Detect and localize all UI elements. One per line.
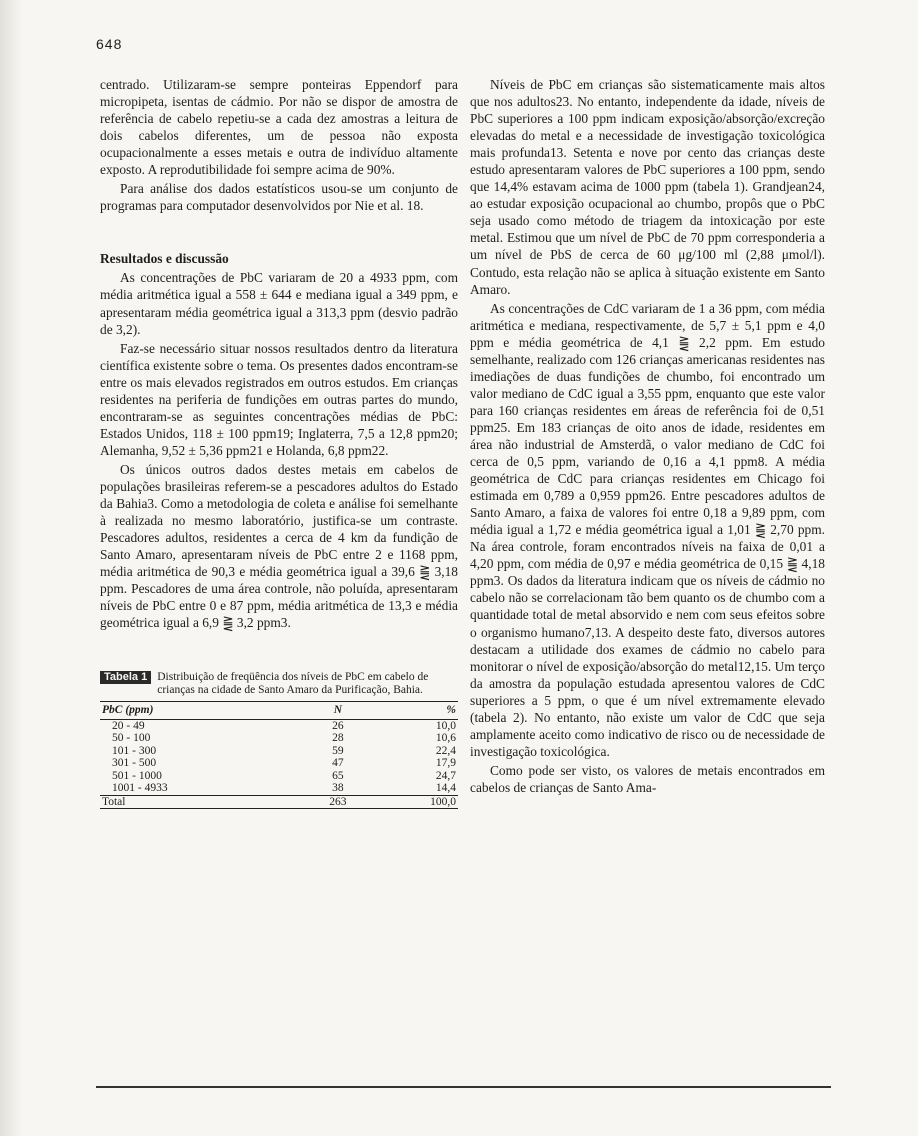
header-pbc: PbC (ppm) xyxy=(100,702,306,720)
cell-range: 1001 - 4933 xyxy=(112,782,168,795)
cell-range: 50 - 100 xyxy=(112,732,151,745)
cell-n: 47 xyxy=(332,757,344,770)
cell-n: 26 xyxy=(332,719,344,732)
left-column xyxy=(100,76,458,809)
cell-total-n: 263 xyxy=(306,795,369,809)
table-row xyxy=(100,770,458,783)
page-binding-shadow xyxy=(0,0,22,1136)
cell-range: 301 - 500 xyxy=(112,757,157,770)
paragraph-cdc-concentrations: As concentrações de CdC variaram de 1 a 36 ppm, com média aritmética e mediana, respectivamente, de 5,7 ± 5,1 ppm e 4,0 ppm e média geométrica de 4,1 ⪌ 2,2 ppm. Em estudo semelhante, realizado com 126 crianças americanas residentes nas imediações de duas fundições de chumbo, foi encontrado um valor mediano de CdC igual a 3,55 ppm, enquanto que este valor para 160 crianças residentes em áreas de referência foi de 0,51 ppm25. Em 183 crianças de oito anos de idade, residentes em área não industrial de Amsterdã, o valor mediano de CdC foi cerca de 0,5 ppm, variando de 0,16 a 4,1 ppm8. A média geométrica de CdC para crianças residentes em Chicago foi estimada em 0,789 a 0,959 ppm26. Entre pescadores adultos de Santo Amaro, a faixa de valores foi entre 0,18 a 9,89 ppm, com média igual a 1,72 e média geométrica igual a 1,01 ⪌ 2,70 ppm. Na área controle, foram encontrados níveis na faixa de 0,01 a 4,20 ppm, com média de 0,97 e média geométrica de 0,15 ⪌ 4,18 ppm3. Os dados da literatura indicam que os níveis de cádmio no cabelo não se correlacionam tão bem quanto os de chumbo com a quantidade total de metal absorvido e nem com seus efeitos sobre o organismo humano7,13. A despeito deste fato, diversos autores destacam a utilidade dos exames de cádmio no cabelo para monitorar o nível de exposição/absorção do metal12,15. Um terço da amostra da população estudada apresentou valores de CdC superiores a 5 ppm, o que é um nível extremamente elevado (tabela 2). No entanto, não existe um valor de CdC que seja amplamente aceito como indicativo de risco ou de necessidade de investigação toxicológica. xyxy=(470,300,825,759)
cell-total-label: Total xyxy=(100,795,306,809)
paragraph-statistics: Para análise dos dados estatísticos usou-se um conjunto de programas para computador desenvolvidos por Nie et al. 18. xyxy=(100,181,458,214)
cell-n: 65 xyxy=(332,769,344,782)
table-caption-text: Distribuição de freqüência dos níveis de PbC em cabelo de crianças na cidade de Santo Amaro da Purificação, Bahia. xyxy=(157,671,429,697)
right-column xyxy=(470,76,825,796)
cell-percent: 17,9 xyxy=(435,757,456,770)
section-title-results: Resultados e discussão xyxy=(100,251,229,267)
cell-n: 28 xyxy=(332,732,344,745)
page-number: 648 xyxy=(96,36,123,52)
header-n: N xyxy=(306,702,369,720)
table-caption xyxy=(100,671,458,697)
cell-percent: 24,7 xyxy=(435,769,456,782)
cell-percent: 10,0 xyxy=(435,719,456,732)
table-row xyxy=(100,745,458,758)
table-row xyxy=(100,732,458,745)
paragraph-brazilian-data: Os únicos outros dados destes metais em cabelos de populações brasileiras referem-se a pescadores adultos do Estado da Bahia3. Como a metodologia de coleta e análise foi semelhante à realizada no mesmo laboratório, justifica-se um contraste. Pescadores adultos, residentes a cerca de 4 km da fundição de Santo Amaro, apresentaram níveis de PbC entre 2 e 1168 ppm, média aritmética de 90,3 e média geométrica igual a 39,6 ⪌ 3,18 ppm. Pescadores de uma área controle, não poluída, apresentaram níveis de PbC entre 0 e 87 ppm, média aritmética de 13,3 e média geométrica igual a 6,9 ⪌ 3,2 ppm3. xyxy=(100,461,458,631)
cell-percent: 10,6 xyxy=(435,732,456,745)
table-total-row xyxy=(100,795,458,809)
cell-percent: 14,4 xyxy=(435,782,456,795)
paragraph-pbc-children: Níveis de PbC em crianças são sistematicamente mais altos que nos adultos23. No entanto, independente da idade, níveis de PbC superiores a 100 ppm indicam exposição/absorção/excreção elevadas do metal e a necessidade de investigação toxicológica mais profunda13. Setenta e nove por cento das crianças deste estudo apresentaram valores de PbC superiores a 100 ppm, sendo que 14,4% estavam acima de 1000 ppm (tabela 1). Grandjean24, ao estudar exposição ocupacional ao chumbo, propôs que o PbC seja usado como método de triagem da intoxicação por este metal. Estimou que um nível de PbC de 70 ppm corresponderia a um nível de PbS de cerca de 60 μg/100 ml (2,88 μmol/l). Contudo, esta relação não se aplica à situação existente em Santo Amaro. xyxy=(470,77,825,297)
frequency-table xyxy=(100,701,458,809)
table-1 xyxy=(100,671,458,809)
paragraph-literature: Faz-se necessário situar nossos resultados dentro da literatura científica existente sobre o tema. Os presentes dados encontram-se entre os mais elevados registrados em outros estudos. Em crianças residentes na periferia de fundições em outras partes do mundo, encontraram-se as seguintes concentrações médias de PbC: Estados Unidos, 118 ± 100 ppm19; Inglaterra, 7,5 a 12,8 ppm20; Alemanha, 9,52 ± 5,36 ppm21 e Holanda, 6,8 ppm22. xyxy=(100,340,458,458)
cell-percent: 22,4 xyxy=(435,744,456,757)
paragraph-conclusion-start: Como pode ser visto, os valores de metais encontrados em cabelos de crianças de Santo Ama- xyxy=(470,762,825,795)
page-bottom-rule xyxy=(96,1086,831,1088)
cell-n: 59 xyxy=(332,744,344,757)
cell-total-percent: 100,0 xyxy=(369,795,458,809)
table-tag: Tabela 1 xyxy=(100,671,151,684)
table-row xyxy=(100,757,458,770)
cell-range: 501 - 1000 xyxy=(112,769,162,782)
paragraph-methods-end: centrado. Utilizaram-se sempre ponteiras Eppendorf para micropipeta, isentas de cádmio. Por não se dispor de amostra de referência de cabelo repetiu-se a cada dez amostras a leitura de dois cabelos diferentes, um de pessoa não exposta ocupacionalmente a esses metais e outra de indivíduo altamente exposto. A reprodutibilidade foi sempre acima de 90%. xyxy=(100,77,458,178)
table-header-row xyxy=(100,702,458,720)
cell-range: 20 - 49 xyxy=(112,719,145,732)
table-row xyxy=(100,719,458,732)
paragraph-pbc-concentrations: As concentrações de PbC variaram de 20 a 4933 ppm, com média aritmética igual a 558 ± 644 e mediana igual a 349 ppm, e apresentaram média geométrica igual a 313,3 ppm (desvio padrão de 3,2). xyxy=(100,270,458,337)
header-percent: % xyxy=(369,702,458,720)
cell-range: 101 - 300 xyxy=(112,744,157,757)
cell-n: 38 xyxy=(332,782,344,795)
table-row xyxy=(100,782,458,795)
